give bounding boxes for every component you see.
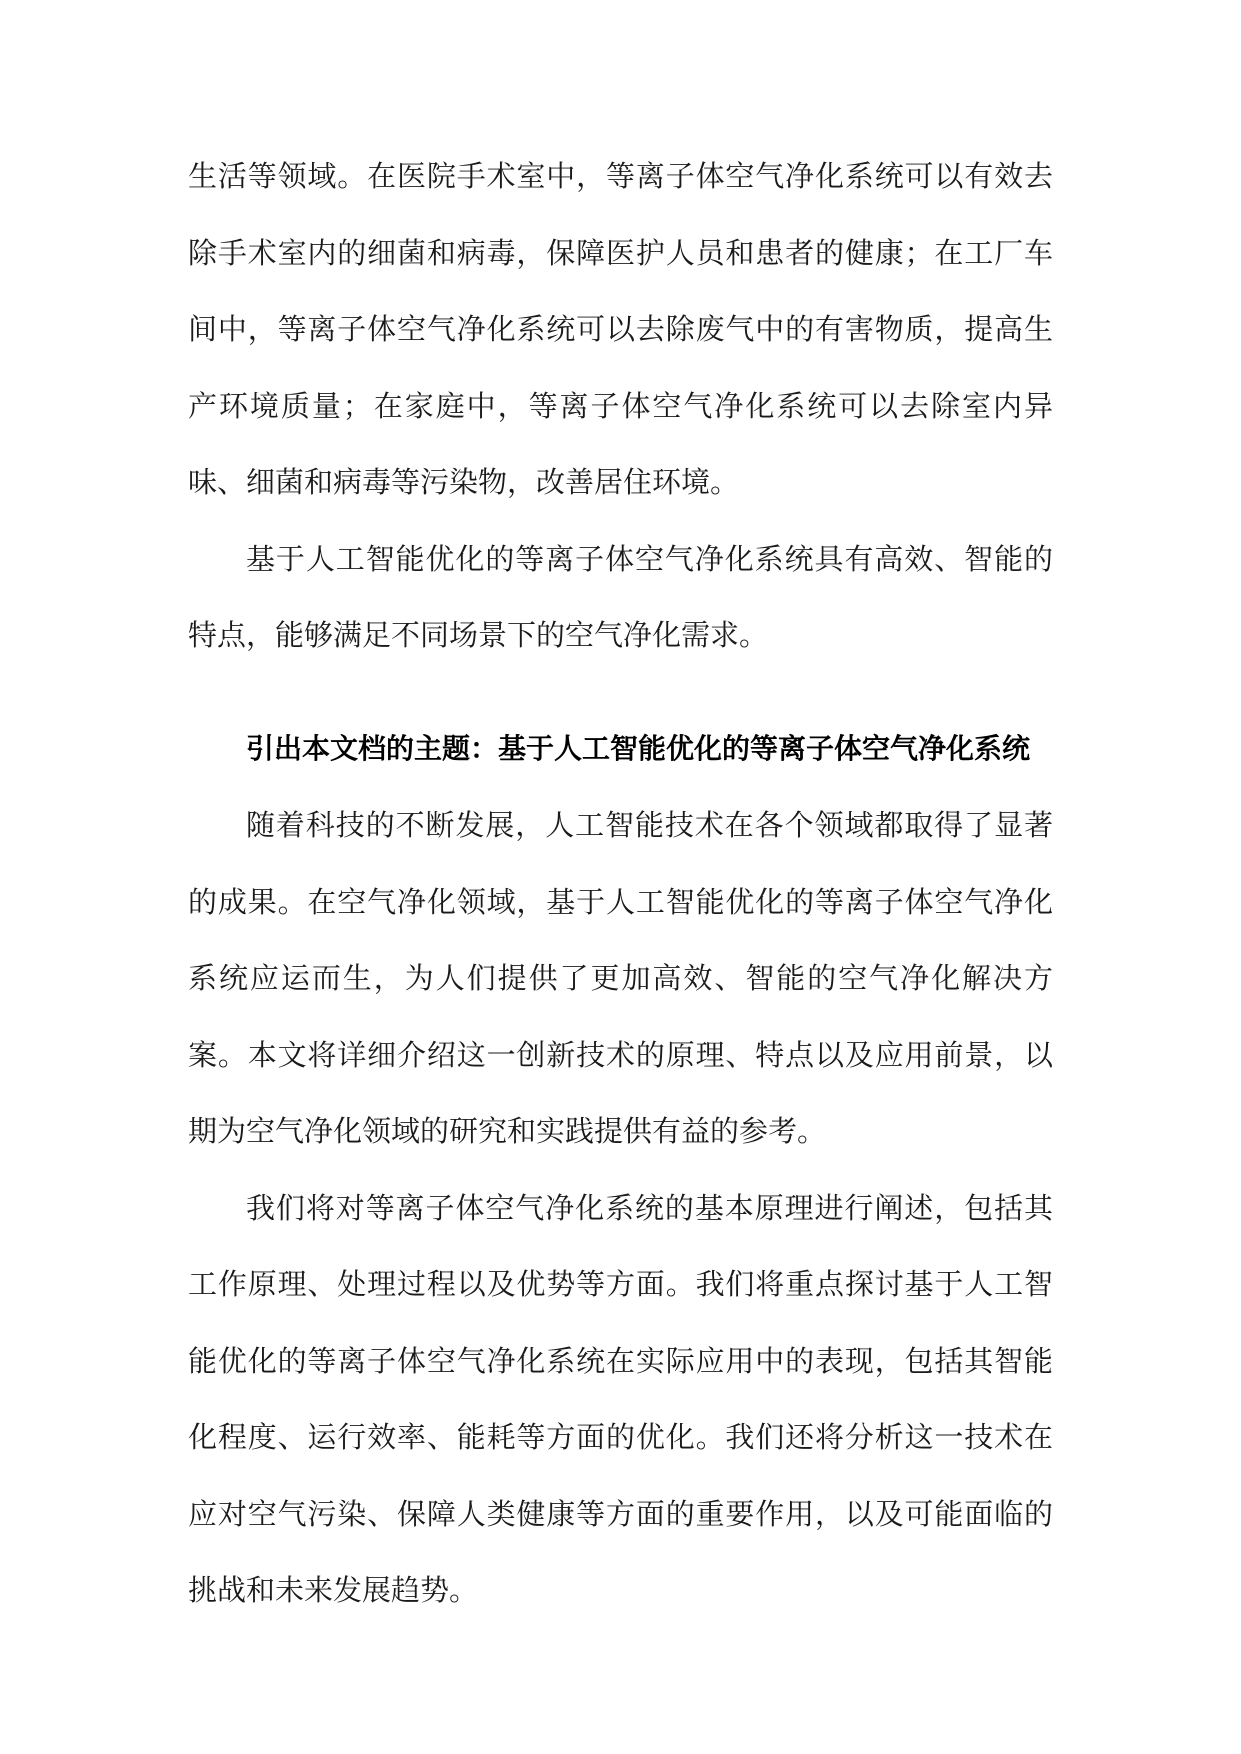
document-body: [188, 138, 1053, 1629]
paragraph-application-areas: 生活等领域。在医院手术室中，等离子体空气净化系统可以有效去除手术室内的细菌和病毒，保障医护人员和患者的健康；在工厂车间中，等离子体空气净化系统可以去除废气中的有害物质，提高生产环境质量；在家庭中，等离子体空气净化系统可以去除室内异味、细菌和病毒等污染物，改善居住环境。: [188, 159, 1053, 499]
paragraph-background: 随着科技的不断发展，人工智能技术在各个领域都取得了显著的成果。在空气净化领域，基于人工智能优化的等离子体空气净化系统应运而生，为人们提供了更加高效、智能的空气净化解决方案。本文将详细介绍这一创新技术的原理、特点以及应用前景，以期为空气净化领域的研究和实践提供有益的参考。: [188, 808, 1053, 1148]
paragraph-system-features: 基于人工智能优化的等离子体空气净化系统具有高效、智能的特点，能够满足不同场景下的空气净化需求。: [188, 541, 1053, 652]
section-heading: 引出本文档的主题：基于人工智能优化的等离子体空气净化系统: [246, 731, 1031, 765]
paragraph-outline: 我们将对等离子体空气净化系统的基本原理进行阐述，包括其工作原理、处理过程以及优势等方面。我们将重点探讨基于人工智能优化的等离子体空气净化系统在实际应用中的表现，包括其智能化程度、运行效率、能耗等方面的优化。我们还将分析这一技术在应对空气污染、保障人类健康等方面的重要作用，以及可能面临的挑战和未来发展趋势。: [188, 1190, 1053, 1607]
